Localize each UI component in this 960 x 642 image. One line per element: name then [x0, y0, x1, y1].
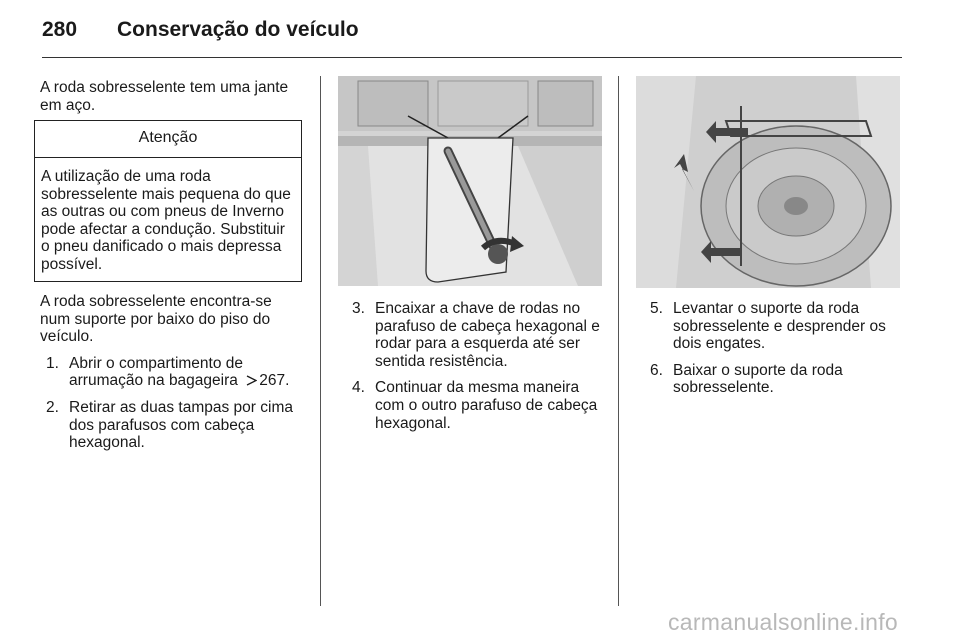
- column-2-content: [346, 300, 608, 441]
- page-ref: 267.: [259, 372, 290, 390]
- notice-box: [34, 120, 302, 282]
- column-divider: [618, 76, 619, 606]
- list-item: [346, 300, 608, 370]
- step-number: 6.: [650, 361, 663, 379]
- list-item: [40, 355, 302, 390]
- page-ref-arrow-icon: [242, 372, 259, 389]
- carrier-paragraph: A roda sobresselente encontra-se num suporte por baixo do piso do veículo.: [40, 293, 272, 346]
- step-number: 5.: [650, 300, 663, 317]
- list-item: [644, 300, 906, 353]
- step-number: 4.: [352, 379, 365, 397]
- column-1-content: [40, 293, 302, 461]
- steps-list-1: [40, 355, 302, 452]
- step-number: 3.: [352, 300, 365, 317]
- watermark: carmanualsonline.info: [667, 609, 898, 635]
- list-item: [346, 379, 608, 432]
- step-text: Continuar da mesma maneira com o outro parafuso de cabeça hexagonal.: [375, 379, 598, 432]
- header-rule: [42, 57, 902, 58]
- step-text: Encaixar a chave de rodas no parafuso de cabeça hexagonal e rodar para a esquerda até ser sentida resistência.: [375, 300, 600, 370]
- list-item: [40, 399, 302, 452]
- page-number: 280: [42, 18, 78, 41]
- steps-list-3: [644, 300, 906, 397]
- spare-wheel-carrier-illustration: [636, 76, 900, 288]
- intro-text: A roda sobresselente tem uma jante em aço.: [40, 79, 289, 114]
- column-divider: [320, 76, 321, 606]
- step-text: Baixar o suporte da roda sobresselente.: [673, 361, 843, 397]
- step-number: 1.: [46, 354, 59, 372]
- step-number: 2.: [46, 398, 59, 416]
- step-text: Abrir o compartimento de arrumação na bagageira: [69, 354, 244, 390]
- notice-title: Atenção: [35, 121, 301, 158]
- wrench-on-hex-bolt-illustration: [338, 76, 602, 286]
- notice-body: A utilização de uma roda sobresselente mais pequena do que as outras ou com pneus de Inverno pode afectar a condução. Substituir o pneu danificado o mais depressa possível.: [41, 168, 291, 273]
- steps-list-2: [346, 300, 608, 432]
- step-text: Levantar o suporte da roda sobresselente e desprender os dois engates.: [673, 300, 886, 353]
- column-3-content: [644, 300, 906, 406]
- list-item: [644, 362, 906, 397]
- page-title: Conservação do veículo: [117, 18, 359, 41]
- step-text: Retirar as duas tampas por cima dos parafusos com cabeça hexagonal.: [69, 398, 293, 452]
